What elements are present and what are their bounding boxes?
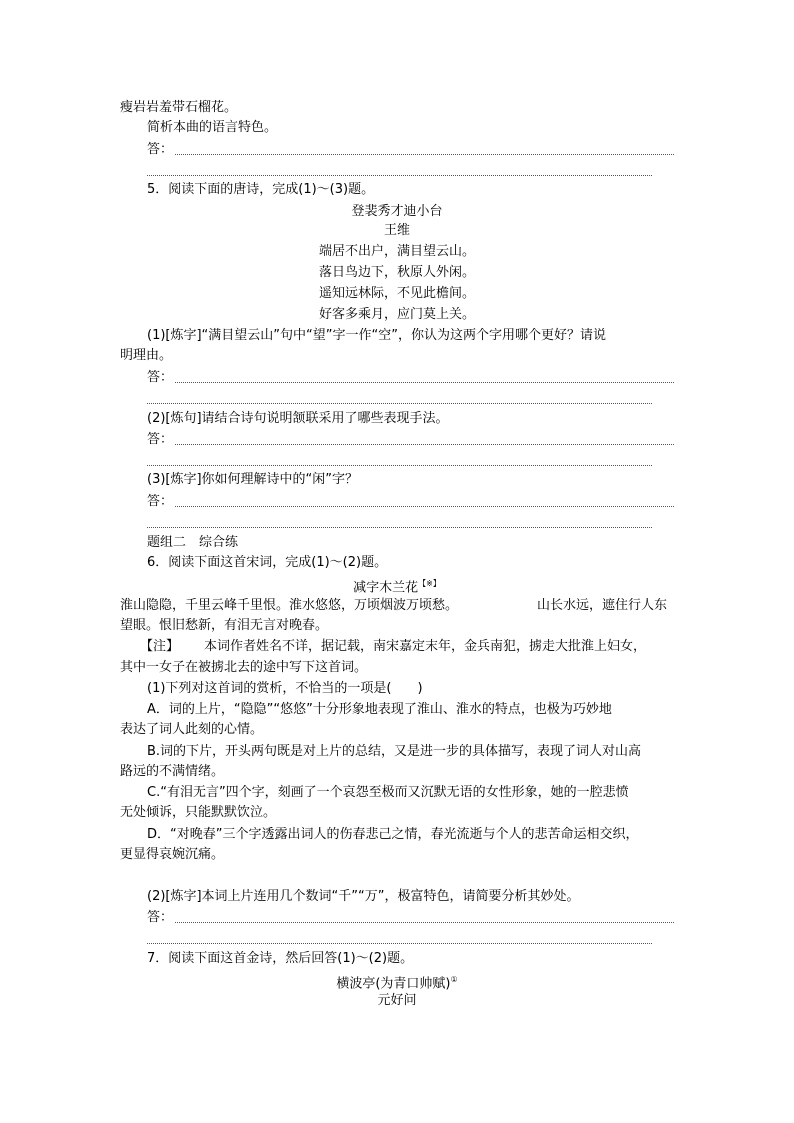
answer-line	[147, 527, 652, 528]
q7-intro: 7．阅读下面这首金诗，然后回答(1)～(2)题。	[147, 951, 414, 966]
answer-label: 答：	[147, 370, 174, 385]
answer-line	[175, 444, 674, 445]
option-d-cont: 更显得哀婉沉痛。	[120, 847, 225, 862]
ci-text: 山长水远，遮住行人东	[537, 598, 668, 613]
poem-title-text: 横波亭(为青口帅赋)	[336, 976, 451, 992]
option-d: D．“对晚春”三个字透露出词人的伤春悲己之情，春光流逝与个人的悲苦命运相交织，	[147, 827, 639, 842]
q6-sub2: (2)[炼字]本词上片连用几个数词“千”“万”，极富特色，请简要分析其妙处。	[147, 889, 580, 904]
poem-line: 遥知远林际，不见此檐间。	[318, 286, 475, 301]
footnote-marker: ①	[450, 975, 458, 984]
poem-title	[0, 971, 794, 993]
poem-line: 端居不出户，满目望云山。	[318, 244, 475, 259]
q5-intro: 5．阅读下面的唐诗，完成(1)～(3)题。	[147, 182, 375, 197]
answer-line	[175, 506, 674, 507]
answer-line	[175, 154, 674, 155]
note-text: 本词作者姓名不详，据记载，南宋嘉定末年，金兵南犯，掳走大批淮上妇女，	[204, 639, 647, 654]
answer-line	[147, 465, 652, 466]
answer-line	[147, 403, 652, 404]
option-a-cont: 表达了词人此刻的心情。	[120, 722, 264, 737]
answer-label: 答：	[147, 142, 174, 157]
note-tag: 【注】	[140, 639, 180, 654]
option-a: A．词的上片，“隐隐”“悠悠”十分形象地表现了淮山、淮水的特点，也极为巧妙地	[147, 702, 612, 717]
poem-author: 元好问	[377, 993, 417, 1008]
note-text: 其中一女子在被掳北去的途中写下这首词。	[120, 660, 368, 675]
q5-sub1-cont: 明理由。	[120, 348, 173, 363]
poem-line: 落日鸟边下，秋原人外闲。	[318, 265, 475, 280]
answer-label: 答：	[147, 910, 174, 925]
poem-author: 王维	[383, 223, 410, 238]
ci-title	[0, 575, 794, 597]
answer-line	[147, 943, 652, 944]
ci-text: 淮山隐隐，千里云峰千里恨。淮水悠悠，万顷烟波万顷愁。	[120, 598, 459, 613]
prev-question-prompt: 简析本曲的语言特色。	[147, 120, 278, 135]
section-heading: 题组二 综合练	[147, 535, 239, 550]
q5-sub1: (1)[炼字]“满目望云山”句中“望”字一作“空”，你认为这两个字用哪个更好？请说	[147, 328, 606, 343]
q6-sub1: (1)下列对这首词的赏析，不恰当的一项是( )	[147, 681, 423, 696]
ci-text: 望眼。恨旧愁新，有泪无言对晚春。	[120, 618, 329, 633]
option-c-cont: 无处倾诉，只能默默饮泣。	[120, 805, 277, 820]
prev-poem-tail: 瘦岩岩羞带石榴花。	[120, 100, 238, 115]
q5-sub3: (3)[炼字]你如何理解诗中的“闲”字？	[147, 472, 359, 487]
option-b-cont: 路远的不满情绪。	[120, 764, 225, 779]
answer-label: 答：	[147, 432, 174, 447]
answer-line	[175, 382, 674, 383]
answer-line	[147, 175, 652, 176]
ci-title-mark: 【※】	[418, 579, 441, 588]
q6-intro: 6．阅读下面这首宋词，完成(1)～(2)题。	[147, 555, 388, 570]
q5-sub2: (2)[炼句]请结合诗句说明颔联采用了哪些表现手法。	[147, 411, 449, 426]
ci-title-text: 减字木兰花	[353, 580, 419, 596]
poem-title: 登裴秀才迪小台	[351, 204, 443, 219]
option-b: B.词的下片，开头两句既是对上片的总结，又是进一步的具体描写，表现了词人对山高	[147, 744, 642, 759]
option-c: C.“有泪无言”四个字，刻画了一个哀怨至极而又沉默无语的女性形象，她的一腔悲愤	[147, 785, 629, 800]
poem-line: 好客多乘月，应门莫上关。	[318, 307, 475, 322]
answer-line	[175, 922, 674, 923]
answer-label: 答：	[147, 494, 174, 509]
